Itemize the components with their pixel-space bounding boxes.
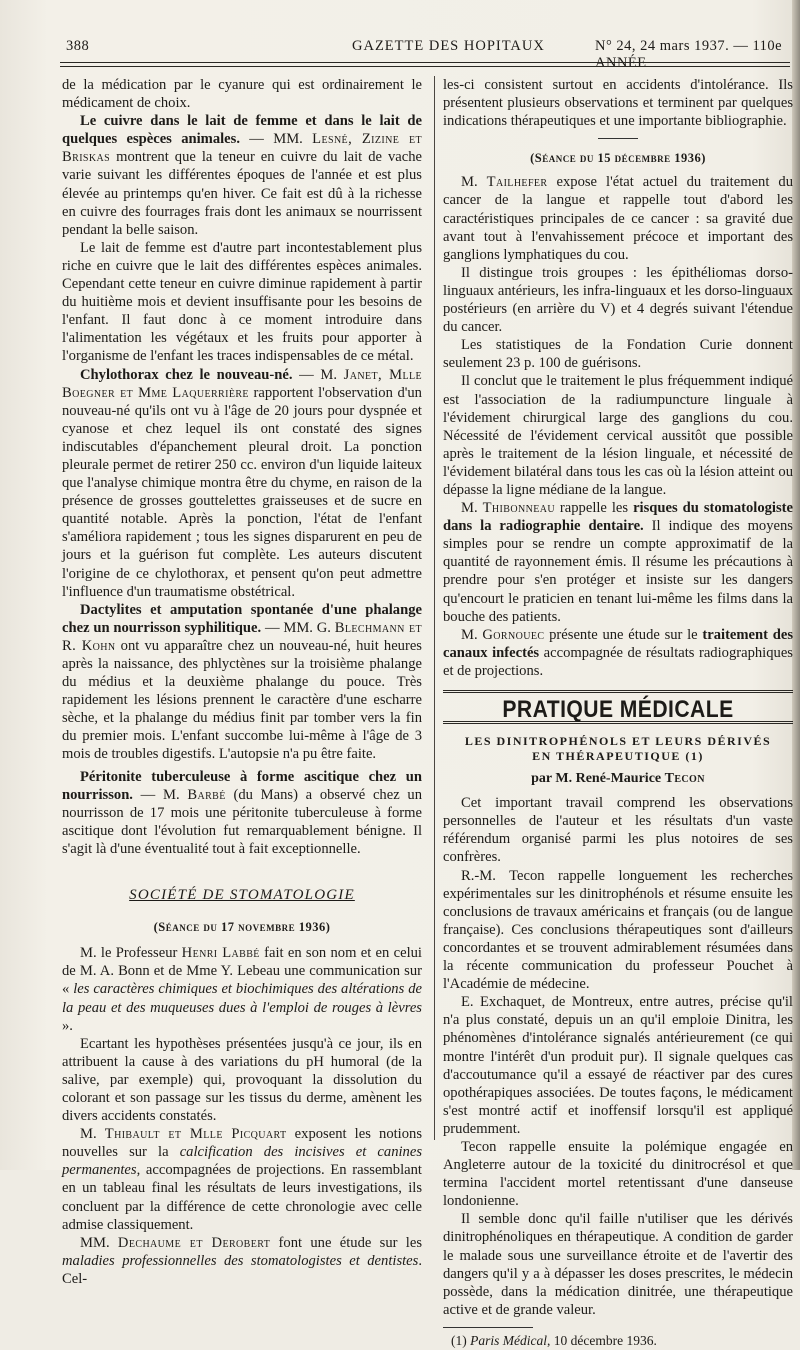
text: fait en son nom et en celui de M. A. Bonn et de Mme Y. Lebeau une communication sur « <box>62 945 422 998</box>
right-column <box>443 76 793 1350</box>
text: , accompagnées de projections. En rassemblant en un tableau final les résultats de leurs investigations, ils concluent par la différence de cette chronologie avec celle admise classiquement. <box>62 1162 422 1233</box>
footnote-rule <box>443 1327 533 1328</box>
paragraph <box>62 944 422 1034</box>
paragraph: E. Exchaquet, de Montreux, entre autres, précise qu'il n'a plus constaté, depuis un an qu'il emploie Dinitra, les phénomènes d'intolérance signalés antérieurement (ce qui montre l'intérêt d'un produit pur). Il signale quelques cas d'accoutumance qu'il a essayé de réactiver par des cures opothérapiques associées. De toutes façons, le médicament s'est montré actif et inoffensif lorsqu'il est appliqué prudemment. <box>443 994 793 1137</box>
text: font une étude sur les <box>270 1234 422 1251</box>
author-names: Lesné, Zizine et Briskas <box>62 131 422 166</box>
item-title: Dactylites et amputation spontanée d'une phalange chez un nourrisson syphilitique. <box>62 601 422 636</box>
item-title: Péritonite tuberculeuse à forme ascitique chez un nourrisson. <box>62 768 422 803</box>
page-number: 388 <box>66 38 90 54</box>
section-title: SOCIÉTÉ DE STOMATOLOGIE <box>129 887 355 904</box>
paragraph <box>62 768 422 858</box>
item-title: Chylothorax chez le nouveau-né. <box>80 366 293 383</box>
italic-title: les caractères chimiques et biochimiques des altérations de la peau et des muqueuses dues à l'emploi de rouges à lèvres <box>62 981 422 1016</box>
paragraph: Les statistiques de la Fondation Curie donnent seulement 23 p. 100 de guérisons. <box>443 337 793 372</box>
paragraph <box>62 1125 422 1234</box>
text: expose l'état actuel du traitement du cancer de la langue et rappelle tout d'abord les caractéristiques principales de ce cancer : sa gravité due avant tout à l'envahissement précoce et important des ganglions lymphatiques du cou. <box>443 174 793 263</box>
text: rapportent l'observation d'un nouveau-né qu'ils ont vu à l'âge de 20 jours pour dyspnée et cyanose et chez lequel ils ont constaté des signes indiscutables d'épanchement pleural droit. La ponction pleurale permet de retirer 250 cc. environ d'un liquide laiteux que l'analyse chimique montra être du chyme, en raison de la présence de grosses gouttelettes graisseuses et de sucre en quantité notable. Après la ponction, l'état de l'enfant s'améliora rapidement ; tous les signes disparurent en peu de jours et la guérison fut complète. Les auteurs discutent l'origine de ce chylothorax, et pensent qu'on peut admettre l'influence d'un traumatisme obstétrical. <box>62 384 422 600</box>
text: M. <box>461 500 483 517</box>
author-names: Thibonneau <box>482 500 555 517</box>
paragraph <box>62 112 422 239</box>
text: (du Mans) a observé chez un nourrisson de 17 mois une péritonite tuberculeuse à forme ascitique dont l'évolution fut remarquablement bénigne. Il s'agit là d'une éventualité tout à fait exceptionnelle. <box>62 786 422 857</box>
paragraph <box>443 626 793 680</box>
author-names: Barbé <box>187 786 226 803</box>
paragraph: Ecartant les hypothèses présentées jusqu'à ce jour, ils en attribuent la cause à des variations du pH humoral (de la salive, par exemple) qui, provoquant la dissolution du colorant et son passage sur les tissus du derme, amènent les divers accidents constatés. <box>62 1035 422 1125</box>
author-names: Henri Labbé <box>181 945 260 962</box>
paragraph: de la médication par le cyanure qui est ordinairement le médicament de choix. <box>62 77 422 112</box>
author-names: Blechmann et R. Kohn <box>62 619 422 654</box>
text: accompagnée de résultats radiographiques et de projections. <box>443 644 793 679</box>
page-edge <box>792 0 800 1170</box>
column-divider <box>434 76 435 1140</box>
bold-topic: traitement des canaux infectés <box>443 626 793 661</box>
section-banner: PRATIQUE MÉDICALE <box>502 696 734 723</box>
text: M. le Professeur <box>80 945 182 962</box>
separator <box>598 138 638 139</box>
header-rule <box>60 62 790 63</box>
author-names: Gornouec <box>482 626 545 643</box>
text: rappelle les <box>554 500 634 517</box>
italic-title: maladies professionnelles des stomatologistes et dentistes <box>62 1252 419 1269</box>
article-title <box>443 734 793 764</box>
text: par M. René-Maurice <box>531 771 665 787</box>
text: — M. <box>132 786 188 803</box>
footnote <box>443 1332 793 1350</box>
left-column <box>62 76 422 1288</box>
text: . Cel- <box>62 1252 422 1287</box>
text: Il indique des moyens simples pour se rendre un compte approximatif de la quantité de rayonnement émis. Il résume les précautions à prendre pour s'en protéger et insiste sur les dangers qu'encourt le praticien en tenant lui-même les films dans la bouche des patients. <box>443 518 793 625</box>
item-title: Le cuivre dans le lait de femme et dans le lait de quelques espèces animales. <box>62 113 422 148</box>
paragraph <box>443 173 793 263</box>
author-names: Janet, Mlle Boegner et Mme Laquerrière <box>62 366 423 401</box>
text: M. <box>80 1126 105 1143</box>
text: — MM. <box>239 131 313 148</box>
paragraph: Tecon rappelle ensuite la polémique engagée en Angleterre autour de la toxicité du dinitrocrésol et que termina l'accident mortel retentissant d'une danseuse londonienne. <box>443 1138 793 1210</box>
paragraph <box>62 601 422 764</box>
article-title-line: LES DINITROPHÉNOLS ET LEURS DÉRIVÉS <box>464 734 772 749</box>
text: M. <box>461 626 483 643</box>
journal-title: GAZETTE DES HOPITAUX <box>352 38 545 54</box>
text: exposent les notions nouvelles sur la <box>62 1126 422 1161</box>
text: MM. <box>80 1234 118 1251</box>
author-name: Tecon <box>664 771 705 787</box>
section-rule <box>443 690 793 693</box>
text: ». <box>62 1017 73 1034</box>
text: — MM. G. <box>261 619 335 636</box>
paragraph: Il semble donc qu'il faille n'utiliser que les dérivés dinitrophénoliques en thérapeutique. A condition de garder le malade sous une surveillance étroite et de l'avertir des dangers qu'il y a à dépasser les doses prescrites, le médecin possède, dans la médication dinitrée, une thérapeutique active et de grande valeur. <box>443 1211 793 1318</box>
text: , 10 décembre 1936. <box>547 1332 657 1348</box>
author-names: Dechaume et Derobert <box>117 1234 271 1251</box>
text: présente une étude sur le <box>544 626 703 643</box>
author-names: Thibault et Mlle Picquart <box>104 1126 287 1143</box>
italic-title: calcification des incisives et canines permanentes <box>62 1144 422 1179</box>
text: ont vu apparaître chez un nouveau-né, huit heures après la naissance, des phlyctènes sur la troisième phalange du médius et la deuxième phalange du pouce. Très rapidement les lésions prennent le caractère d'une escharre sèche, et la phalange du médius finit par tomber vers la fin du premier mois. L'enfant succombe lui-même à l'âge de 3 mois de troubles digestifs. L'autopsie n'a pu être faite. <box>62 637 422 763</box>
paragraph <box>62 366 422 601</box>
paragraph: Il conclut que le traitement le plus fréquemment indiqué est l'association de la radiumpuncture linguale à l'évidement chirurgical large des ganglions du cou. Nécessité de l'évidement cervical aussitôt que possible après le traitement de la lésion linguale, et nécessité de l'évidement bilatéral dans tous les cas où la lésion atteint ou dépasse la ligne médiane de la langue. <box>443 373 793 498</box>
paragraph: les-ci consistent surtout en accidents d'intolérance. Ils présentent plusieurs observations et terminent par quelques indications thérapeutiques et une importante bibliographie. <box>443 77 793 130</box>
paragraph: R.-M. Tecon rappelle longuement les recherches expérimentales sur les dinitrophénols et résume ensuite les conclusions de travaux américains et français (ou de langue française). Ces conclusions thérapeutiques sont d'ailleurs concordantes et se trouvent admirablement résumées dans la récente communication du professeur Pouchet à l'Académie de médecine. <box>443 867 793 993</box>
running-header <box>60 38 790 71</box>
article-title-line: EN THÉRAPEUTIQUE (1) <box>532 749 704 764</box>
author-names: Tailhefer <box>486 174 548 191</box>
session-date: (Séance du 15 décembre 1936) <box>530 151 706 166</box>
italic-title: Paris Médical <box>470 1332 547 1348</box>
text: montrent que la teneur en cuivre du lait de vache varie suivant les différentes époques de l'année et est plus élevée au printemps qu'en hiver. Ce fait est dû à la richesse en cuivre des fourrages frais dont les animaux se nourrissent pendant la belle saison. <box>62 149 422 238</box>
paragraph: Le lait de femme est d'autre part incontestablement plus riche en cuivre que le lait des différentes espèces animales. Cependant cette teneur en cuivre diminue rapidement à partir du huitième mois et devient insuffisante pour les besoins de l'enfant. Il faut donc à ce moment introduire dans l'alimentation les végétaux et les fruits pour apporter à l'organisme de l'enfant les traces indispensables de ce métal. <box>62 239 422 365</box>
text: (1) <box>451 1332 471 1348</box>
text: M. <box>461 174 487 191</box>
text: — M. <box>292 366 344 383</box>
paragraph <box>443 499 793 626</box>
paragraph: Il distingue trois groupes : les épithéliomas dorso-linguaux antérieurs, les infra-linguaux et les dorso-linguaux postérieurs (en arrière du V) et 4 degrés suivant l'étendue du cancer. <box>443 264 793 336</box>
paragraph: Cet important travail comprend les observations personnelles de l'auteur et les résultats d'un vaste référendum organisé parmi les plus notoires de ses confrères. <box>443 795 793 866</box>
issue-info: N° 24, 24 mars 1937. — 110e ANNÉE <box>595 38 783 71</box>
byline <box>443 770 793 788</box>
bold-topic: risques du stomatologiste dans la radiographie dentaire. <box>443 500 793 535</box>
paragraph <box>62 1234 422 1288</box>
session-date: (Séance du 17 novembre 1936) <box>153 920 331 935</box>
header-rule-2 <box>60 66 790 67</box>
